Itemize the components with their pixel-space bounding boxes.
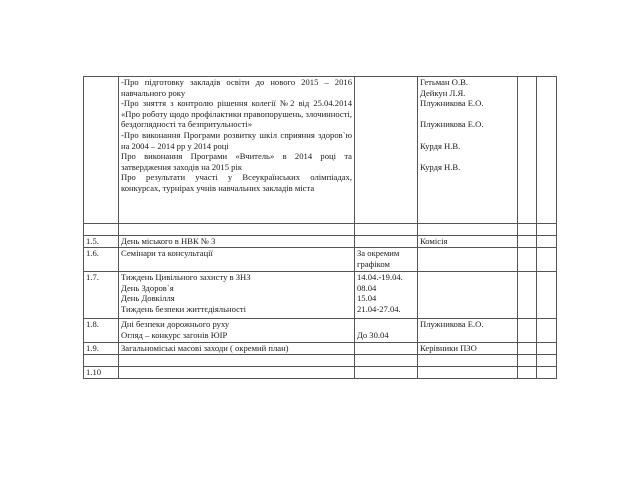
date-cell [355, 367, 418, 379]
event-line: Тиждень безпеки життєдіяльності [121, 303, 247, 314]
event-line: Про виконання Програми «Вчитель» в 2014 році та затвердження заходів на 2015 рік [121, 151, 352, 172]
extra-cell [537, 248, 557, 272]
table-row [84, 355, 557, 367]
responsible-cell [418, 224, 518, 236]
table-row [84, 236, 557, 248]
responsible-cell: Плужникова Е.О. [418, 319, 518, 343]
row-number-cell: 1.5. [84, 236, 119, 248]
table-row [84, 224, 557, 236]
row-number-cell: 1.10 [84, 367, 119, 379]
event-line: -Про виконання Програми розвитку шкіл сприяння здоров`ю на 2004 – 2014 рр у 2014 році [121, 129, 352, 151]
extra-cell [537, 236, 557, 248]
responsible-name: Курдя Н.В. [420, 140, 461, 151]
event-line: Тиждень Цивільного захисту в ЗНЗ [121, 272, 251, 282]
plan-table [83, 76, 557, 379]
date-cell [355, 77, 418, 224]
extra-cell [537, 367, 557, 379]
event-line: День Здоров`я [121, 282, 174, 293]
extra-cell [537, 355, 557, 367]
extra-cell [518, 319, 537, 343]
row-number-cell: 1.8. [84, 319, 119, 343]
responsible-cell: Керівники ПЗО [418, 343, 518, 355]
row-number-cell [84, 355, 119, 367]
extra-cell [518, 224, 537, 236]
responsible-name: Плужникова Е.О. [420, 98, 484, 109]
extra-cell [537, 343, 557, 355]
date-cell [355, 355, 418, 367]
extra-cell [518, 77, 537, 224]
event-cell [119, 319, 355, 343]
event-cell [119, 77, 355, 224]
extra-cell [518, 355, 537, 367]
extra-cell [537, 319, 557, 343]
event-line: День Довкілля [121, 293, 175, 304]
event-cell [119, 272, 355, 319]
event-cell: День міського в НВК № 3 [119, 236, 355, 248]
row-number-cell: 1.9. [84, 343, 119, 355]
event-line: Огляд – конкурс загонів ЮІР [121, 329, 228, 340]
date-cell: За окремим графіком [355, 248, 418, 272]
extra-cell [518, 343, 537, 355]
event-cell: Семінари та консультації [119, 248, 355, 272]
responsible-name: Курдя Н.В. [420, 161, 461, 172]
responsible-cell [418, 272, 518, 319]
responsible-cell [418, 367, 518, 379]
event-cell [119, 367, 355, 379]
date-cell [355, 224, 418, 236]
event-line: -Про підготовку закладів освіти до нового 2015 – 2016 навчального року [121, 77, 352, 98]
row-number-cell: 1.6. [84, 248, 119, 272]
spacer [420, 130, 515, 141]
event-line: -Про зняття з контролю рішення колегії №2 від 25.04.2014 «Про роботу щодо профілактики правопорушень, злочинності, бездоглядності та безпритульності» [121, 98, 352, 130]
table-row [84, 248, 557, 272]
spacer [420, 151, 515, 162]
table-row [84, 272, 557, 319]
date-cell [355, 236, 418, 248]
date-cell [355, 343, 418, 355]
extra-cell [537, 77, 557, 224]
event-cell: Загальноміські масові заходи ( окремий план) [119, 343, 355, 355]
extra-cell [518, 248, 537, 272]
table-row [84, 77, 557, 224]
row-number-cell [84, 77, 119, 224]
responsible-cell [418, 77, 518, 224]
extra-cell [537, 224, 557, 236]
responsible-cell [418, 355, 518, 367]
event-line: Про результати участі у Всеукраїнських олімпіадах, конкурсах, турнірах учнів навчальних закладів міста [121, 172, 352, 193]
event-cell [119, 355, 355, 367]
event-line: Дні безпеки дорожнього руху [121, 319, 230, 329]
responsible-name: Гетьман О.В. [420, 77, 468, 87]
spacer [420, 109, 515, 120]
event-cell [119, 224, 355, 236]
extra-cell [518, 272, 537, 319]
extra-cell [518, 236, 537, 248]
responsible-cell: Комісія [418, 236, 518, 248]
responsible-name: Дейкун Л.Я. [420, 87, 466, 98]
extra-cell [518, 367, 537, 379]
table-row [84, 343, 557, 355]
table-row [84, 367, 557, 379]
responsible-cell [418, 248, 518, 272]
date-cell: До 30.04 [355, 319, 418, 343]
table-row [84, 319, 557, 343]
row-number-cell [84, 224, 119, 236]
responsible-name: Плужникова Е.О. [420, 119, 484, 130]
extra-cell [537, 272, 557, 319]
row-number-cell: 1.7. [84, 272, 119, 319]
date-cell: 14.04.-19.04. 08.04 15.04 21.04-27.04. [355, 272, 418, 319]
